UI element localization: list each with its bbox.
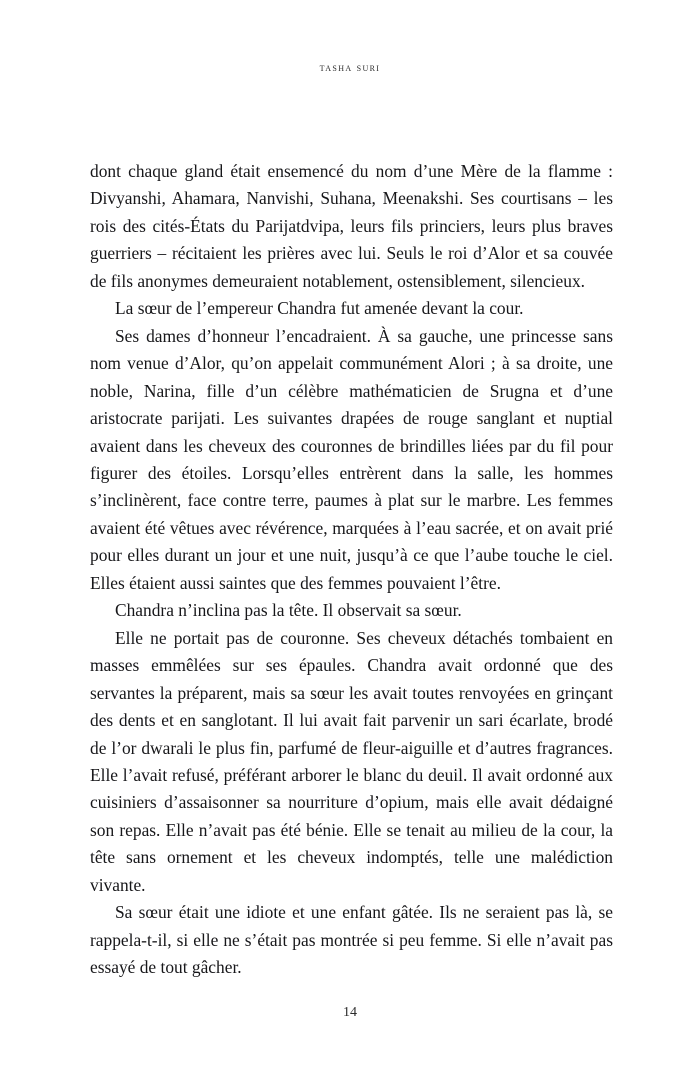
body-text-block	[90, 158, 613, 982]
paragraph: Ses dames d’honneur l’encadraient. À sa gauche, une princesse sans nom venue d’Alor, qu’on appelait communément Alori ; à sa droite, une noble, Narina, fille d’un célèbre mathématicien de Srugna et d’une aristocrate parijati. Les suivantes drapées de rouge sanglant et nuptial avaient dans les cheveux des couronnes de brindilles liées par du fil pour figurer des étoiles. Lorsqu’elles entrèrent dans la salle, les hommes s’inclinèrent, face contre terre, paumes à plat sur le marbre. Les femmes avaient été vêtues avec révérence, marquées à l’eau sacrée, et on avait prié pour elles durant un jour et une nuit, jusqu’à ce que l’aube touche le ciel. Elles étaient aussi saintes que des femmes pouvaient l’être.	[90, 325, 613, 593]
paragraph: La sœur de l’empereur Chandra fut amenée devant la cour.	[115, 298, 524, 319]
paragraph: Sa sœur était une idiote et une enfant gâtée. Ils ne seraient pas là, se rappela-t-il, si elle ne s’était pas montrée si peu femme. Si elle n’avait pas essayé de tout gâcher.	[90, 902, 613, 978]
running-head: tasha suri	[319, 62, 381, 74]
page-number: 14	[343, 1005, 357, 1020]
paragraph: Chandra n’inclina pas la tête. Il observait sa sœur.	[115, 600, 462, 621]
paragraph: dont chaque gland était ensemencé du nom d’une Mère de la flamme : Divyanshi, Ahamara, Nanvishi, Suhana, Meenakshi. Ses courtisans – les rois des cités-États du Parijatdvipa, leurs fils princiers, leurs plus braves guerriers – récitaient les prières avec lui. Seuls le roi d’Alor et sa couvée de fils anonymes demeuraient notablement, ostensiblement, silencieux.	[90, 161, 613, 291]
paragraph: Elle ne portait pas de couronne. Ses cheveux détachés tombaient en masses emmêlées sur ses épaules. Chandra avait ordonné que des servantes la préparent, mais sa sœur les avait toutes renvoyées en grinçant des dents et en sanglotant. Il lui avait fait parvenir un sari écarlate, brodé de l’or dwarali le plus fin, parfumé de fleur-aiguille et d’autres fragrances. Elle l’avait refusé, préférant arborer le blanc du deuil. Il avait ordonné aux cuisiniers d’assaisonner sa nourriture d’opium, mais elle avait dédaigné son repas. Elle n’avait pas été bénie. Elle se tenait au milieu de la cour, la tête sans ornement et les cheveux indomptés, telle une malédiction vivante.	[90, 627, 613, 895]
